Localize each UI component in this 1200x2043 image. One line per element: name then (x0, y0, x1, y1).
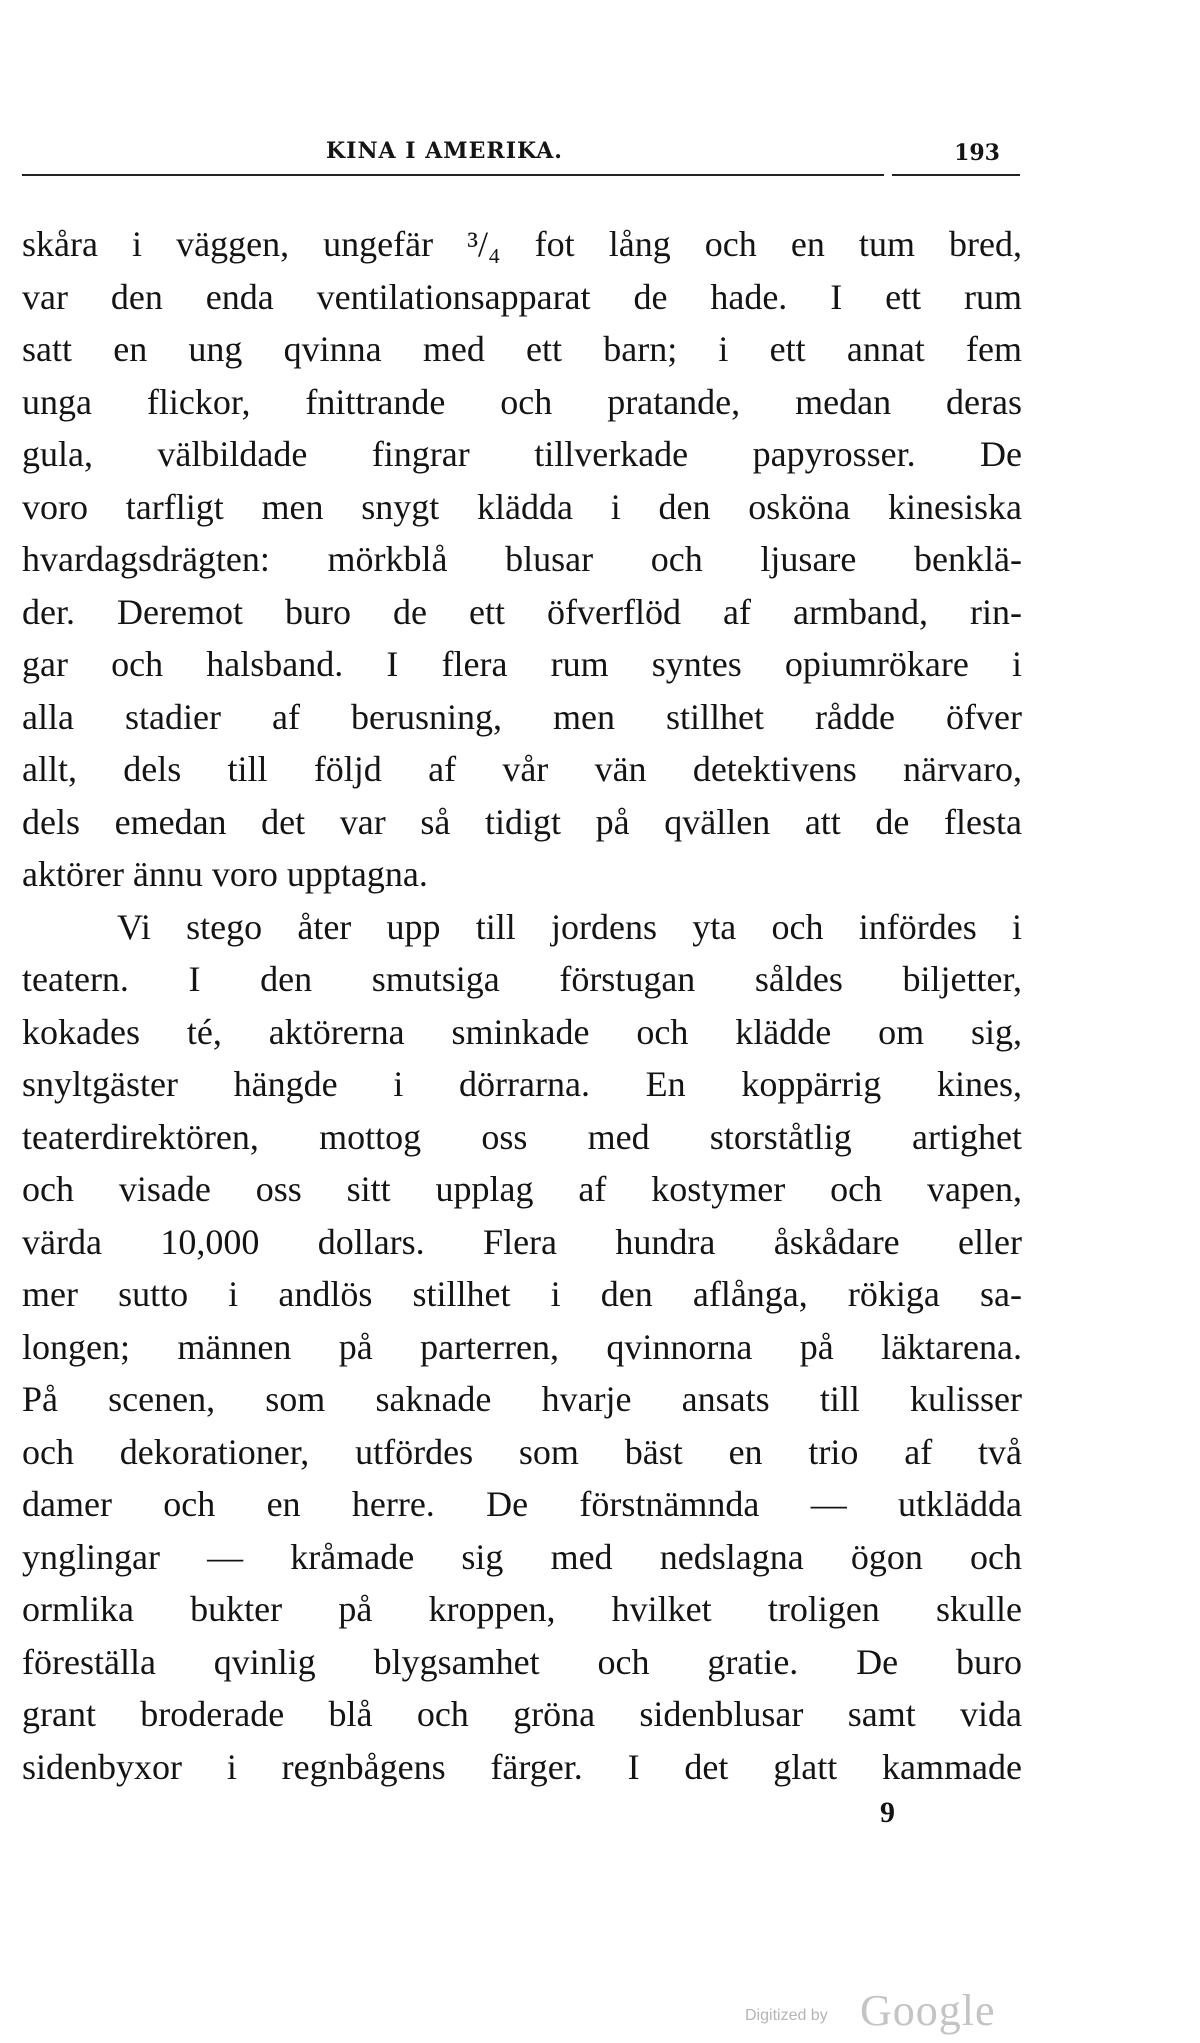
text-line: grant broderade blå och gröna sidenblusar samt vida (22, 1694, 1022, 1734)
page-number: 193 (954, 140, 1000, 166)
text-line: voro tarfligt men snygt klädda i den osköna kinesiska (22, 486, 1022, 527)
text-line: teatern. I den smutsiga förstugan såldes biljetter, (22, 959, 1022, 999)
text-line: gar och halsband. I flera rum syntes opiumrökare i (22, 644, 1022, 684)
text-line: alla stadier af berusning, men stillhet rådde öfver (22, 696, 1022, 737)
google-logo: Google (860, 1986, 996, 2035)
header-rule (22, 174, 1020, 176)
text-line: longen; männen på parterren, qvinnorna på läktarena. (22, 1326, 1022, 1367)
text-line: teaterdirektören, mottog oss med storståtlig artighet (22, 1116, 1022, 1157)
text-line: och visade oss sitt upplag af kostymer och vapen, (22, 1169, 1022, 1209)
text-line: var den enda ventilationsapparat de hade. I ett rum (22, 276, 1022, 317)
body-text (22, 218, 1022, 1793)
text-line: der. Deremot buro de ett öfverflöd af armband, rin- (22, 591, 1022, 632)
text-line: värda 10,000 dollars. Flera hundra åskådare eller (22, 1221, 1022, 1262)
text-line: ynglingar — kråmade sig med nedslagna ögon och (22, 1536, 1022, 1577)
text-line: damer och en herre. De förstnämnda — utklädda (22, 1484, 1022, 1524)
digitized-watermark (745, 1985, 1145, 2035)
text-line: skåra i väggen, ungefär ³/₄ fot lång och en tum bred, (22, 224, 1022, 264)
paragraph-end-line: aktörer ännu voro upptagna. (22, 854, 428, 894)
text-line: dels emedan det var så tidigt på qvällen att de flesta (22, 801, 1022, 842)
text-line: hvardagsdrägten: mörkblå blusar och ljusare benklä- (22, 539, 1022, 579)
digitized-label: Digitized by (745, 2007, 828, 2024)
text-line: gula, välbildade fingrar tillverkade papyrosser. De (22, 434, 1022, 474)
paragraph-start-line: Vi stego åter upp till jordens yta och infördes i (117, 906, 1022, 947)
signature-mark: 9 (880, 1796, 895, 1829)
text-line: På scenen, som saknade hvarje ansats till kulisser (22, 1379, 1022, 1419)
header-rule-gap (884, 172, 892, 178)
text-line: kokades té, aktörerna sminkade och klädde om sig, (22, 1011, 1022, 1052)
text-line: sidenbyxor i regnbågens färger. I det glatt kammade (22, 1746, 1022, 1787)
running-title: KINA I AMERIKA. (326, 138, 563, 164)
text-line: föreställa qvinlig blygsamhet och gratie. De buro (22, 1641, 1022, 1682)
text-line: satt en ung qvinna med ett barn; i ett annat fem (22, 329, 1022, 369)
running-head (22, 138, 1020, 176)
text-line: ormlika bukter på kroppen, hvilket troligen skulle (22, 1589, 1022, 1629)
text-line: allt, dels till följd af vår vän detektivens närvaro, (22, 749, 1022, 789)
text-line: mer sutto i andlös stillhet i den aflånga, rökiga sa- (22, 1274, 1022, 1314)
text-line: och dekorationer, utfördes som bäst en trio af två (22, 1431, 1022, 1472)
text-line: snyltgäster hängde i dörrarna. En koppärrig kines, (22, 1064, 1022, 1104)
text-line: unga flickor, fnittrande och pratande, medan deras (22, 381, 1022, 422)
